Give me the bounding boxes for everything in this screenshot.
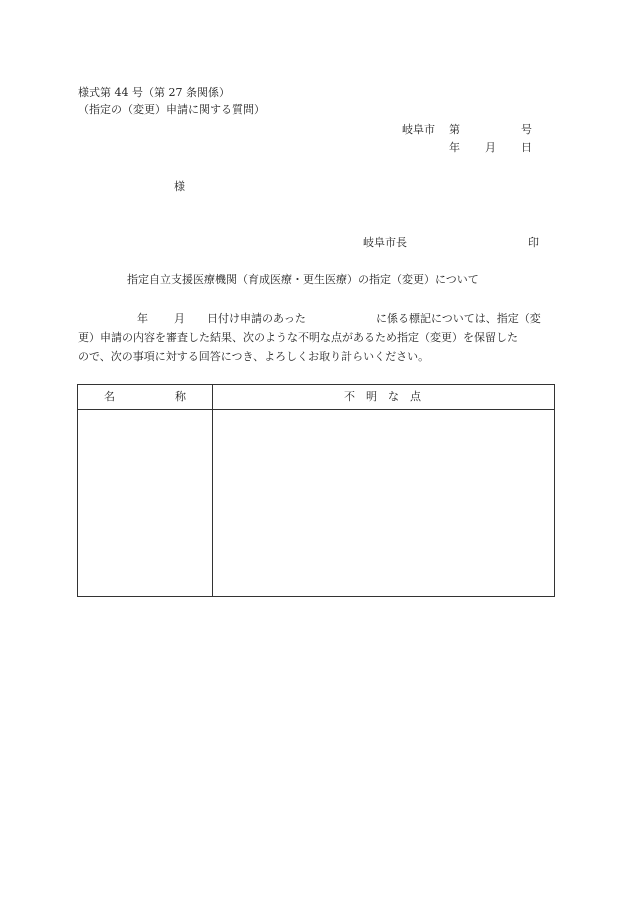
header-name-char-1: 名 (104, 390, 115, 403)
date-year: 年 (449, 141, 460, 154)
reference-city: 岐阜市 (402, 123, 435, 136)
body-date-year: 年 (137, 312, 148, 325)
questions-table (77, 384, 555, 597)
date-month: 月 (485, 141, 496, 154)
sender-title: 岐阜市長 (363, 236, 407, 249)
form-number: 様式第 44 号（第 27 条関係） (78, 86, 230, 99)
table-header-row (78, 385, 554, 410)
subject-line: 指定自立支援医療機関（育成医療・更生医療）の指定（変更）について (127, 273, 479, 286)
reference-go: 号 (521, 123, 532, 136)
header-name-char-2: 称 (175, 390, 186, 403)
body-line-2: 更）申請の内容を審査した結果、次のような不明な点があるため指定（変更）を保留した (78, 331, 518, 344)
body-after-blank: に係る標記については、指定（変 (376, 312, 541, 325)
name-cell (78, 410, 212, 597)
body-date-month: 月 (174, 312, 185, 325)
seal-mark: 印 (528, 236, 539, 249)
header-unclear-points: 不 明 な 点 (344, 390, 421, 403)
date-day: 日 (521, 141, 532, 154)
body-line-3: ので、次の事項に対する回答につき、よろしくお取り計らいください。 (78, 350, 430, 363)
body-date-rest: 日付け申請のあった (207, 312, 306, 325)
unclear-point-cell (213, 410, 554, 597)
form-subtitle: （指定の（変更）申請に関する質問） (78, 103, 265, 116)
addressee-suffix: 様 (174, 180, 185, 193)
reference-dai: 第 (449, 123, 460, 136)
